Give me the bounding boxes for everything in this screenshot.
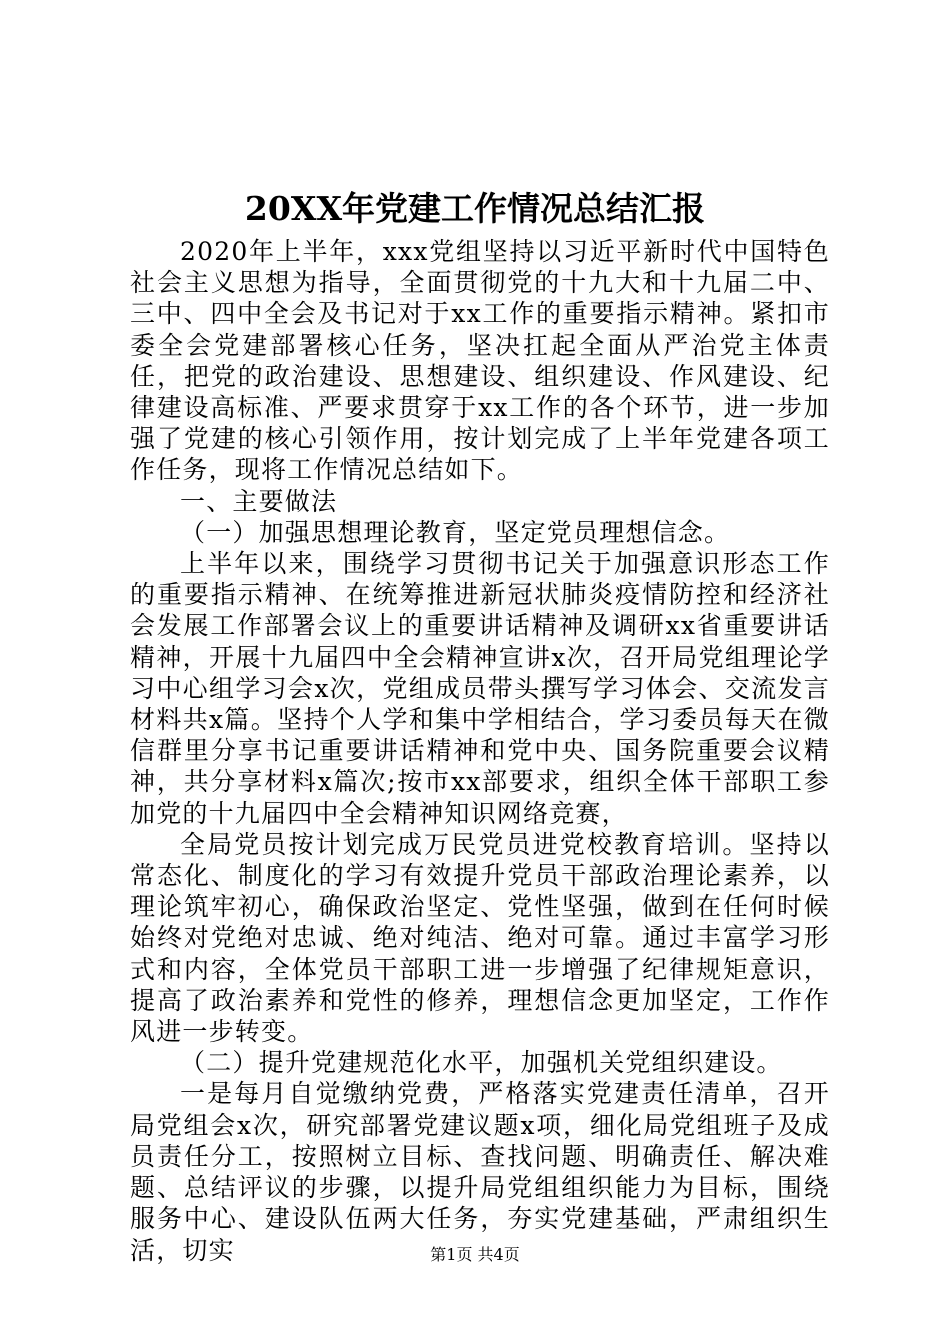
paragraph-party-training: 全局党员按计划完成万民党员进党校教育培训。坚持以常态化、制度化的学习有效提升党员干部政治理论素养，以理论筑牢初心，确保政治坚定、党性坚强，做到在任何时候始终对党绝对忠诚、绝对纯洁、绝对可靠。通过丰富学习形式和内容，全体党员干部职工进一步增强了纪律规矩意识，提高了政治素养和党性的修养，理想信念更加坚定，工作作风进一步转变。 — [130, 829, 830, 1047]
document-title: 20XX年党建工作情况总结汇报 — [244, 189, 706, 228]
subsection-heading-2: （二）提升党建规范化水平，加强机关党组织建设。 — [180, 1048, 783, 1078]
paragraph-intro: 2020年上半年，xxx党组坚持以习近平新时代中国特色社会主义思想为指导，全面贯彻党的十九大和十九届二中、三中、四中全会及书记对于xx工作的重要指示精神。紧扣市委全会党建部署核心任务，坚决扛起全面从严治党主体责任，把党的政治建设、思想建设、组织建设、作风建设、纪律建设高标准、严要求贯穿于xx工作的各个环节，进一步加强了党建的核心引领作用，按计划完成了上半年党建各项工作任务，现将工作情况总结如下。 — [130, 237, 830, 485]
page-footer: 第1页 共4页 — [430, 1245, 520, 1264]
paragraph-theory-study: 上半年以来，围绕学习贯彻书记关于加强意识形态工作的重要指示精神、在统筹推进新冠状肺炎疫情防控和经济社会发展工作部署会议上的重要讲话精神及调研xx省重要讲话精神，开展十九届四中全会精神宣讲x次，召开局党组理论学习中心组学习会x次，党组成员带头撰写学习体会、交流发言材料共x篇。坚持个人学和集中学相结合，学习委员每天在微信群里分享书记重要讲话精神和党中央、国务院重要会议精神，共分享材料x篇次;按市xx部要求，组织全体干部职工参加党的十九届四中全会精神知识网络竞赛， — [130, 549, 830, 828]
section-heading-main-practices: 一、主要做法 — [180, 486, 338, 516]
document-body — [130, 236, 830, 1266]
paragraph-party-dues: 一是每月自觉缴纳党费，严格落实党建责任清单，召开局党组会x次，研究部署党建议题x项，细化局党组班子及成员责任分工，按照树立目标、查找问题、明确责任、解决难题、总结评议的步骤，以提升局党组组织能力为目标，围绕服务中心、建设队伍两大任务，夯实党建基础，严肃组织生活，切实 — [130, 1079, 830, 1265]
subsection-heading-1: （一）加强思想理论教育，坚定党员理想信念。 — [180, 517, 731, 547]
